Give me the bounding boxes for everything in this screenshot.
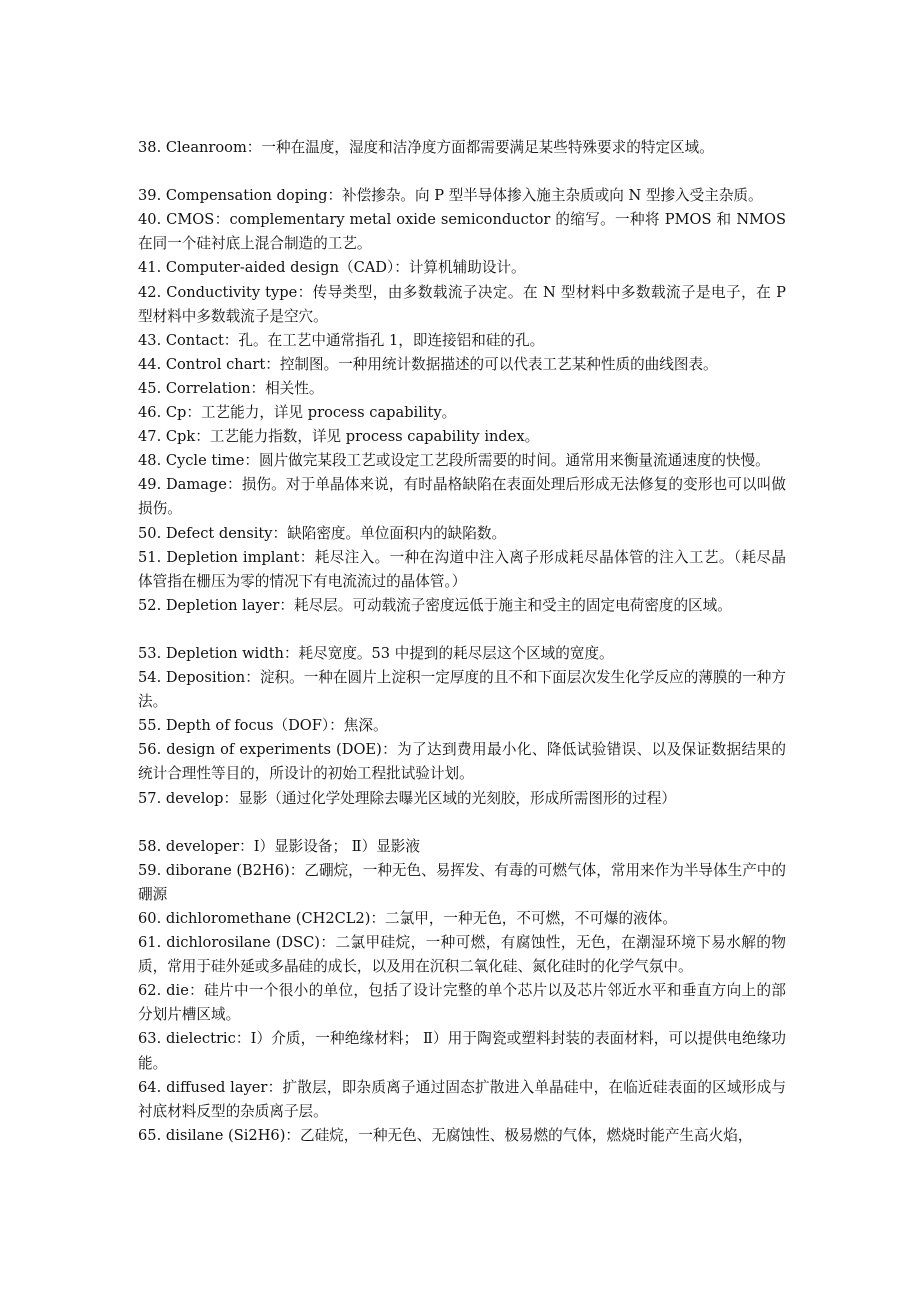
- glossary-entry-44: 44. Control chart：控制图。一种用统计数据描述的可以代表工艺某种性质的曲线图表。: [138, 355, 718, 373]
- glossary-entry-43: 43. Contact：孔。在工艺中通常指孔 1，即连接铝和硅的孔。: [138, 331, 545, 349]
- glossary-entry-62: 62. die：硅片中一个很小的单位，包括了设计完整的单个芯片以及芯片邻近水平和垂直方向上的部分划片槽区域。: [138, 982, 786, 1024]
- glossary-entry-38: 38. Cleanroom：一种在温度，湿度和洁净度方面都需要满足某些特殊要求的特定区域。: [138, 139, 714, 156]
- glossary-entry-41: 41. Computer-aided design（CAD）：计算机辅助设计。: [138, 259, 526, 277]
- glossary-entry-46: 46. Cp：工艺能力，详见 process capability。: [138, 404, 457, 422]
- glossary-entry-40: 40. CMOS：complementary metal oxide semiconductor 的缩写。一种将 PMOS 和 NMOS 在同一个硅衬底上混合制造的工艺。: [138, 211, 786, 253]
- glossary-entry-39: 39. Compensation doping：补偿掺杂。向 P 型半导体掺入施主杂质或向 N 型掺入受主杂质。: [138, 187, 763, 205]
- glossary-entry-51: 51. Depletion implant：耗尽注入。一种在沟道中注入离子形成耗尽晶体管的注入工艺。（耗尽晶体管指在栅压为零的情况下有电流流过的晶体管。）: [138, 548, 786, 590]
- glossary-entry-65: 65. disilane (Si2H6)：乙硅烷，一种无色、无腐蚀性、极易燃的气体，燃烧时能产生高火焰，: [138, 1126, 753, 1144]
- glossary-entry-58: 58. developer：Ⅰ）显影设备； Ⅱ）显影液: [138, 837, 420, 855]
- glossary-entry-64: 64. diffused layer：扩散层，即杂质离子通过固态扩散进入单晶硅中，在临近硅表面的区域形成与衬底材料反型的杂质离子层。: [138, 1078, 786, 1120]
- glossary-entry-60: 60. dichloromethane (CH2CL2)：二氯甲，一种无色，不可燃，不可爆的液体。: [138, 910, 677, 927]
- glossary-entry-54: 54. Deposition：淀积。一种在圆片上淀积一定厚度的且不和下面层次发生化学反应的薄膜的一种方法。: [138, 669, 786, 711]
- glossary-text: [138, 136, 786, 1148]
- glossary-entry-48: 48. Cycle time：圆片做完某段工艺或设定工艺段所需要的时间。通常用来衡量流通速度的快慢。: [138, 452, 770, 470]
- glossary-entry-59: 59. diborane (B2H6)：乙硼烷，一种无色、易挥发、有毒的可燃气体，常用来作为半导体生产中的硼源: [138, 861, 786, 903]
- glossary-entry-45: 45. Correlation：相关性。: [138, 379, 324, 397]
- glossary-entry-63: 63. dielectric：Ⅰ）介质，一种绝缘材料； Ⅱ）用于陶瓷或塑料封装的表面材料，可以提供电绝缘功能。: [138, 1030, 786, 1072]
- glossary-entry-57: 57. develop：显影（通过化学处理除去曝光区域的光刻胶，形成所需图形的过程）: [138, 789, 676, 807]
- glossary-entry-42: 42. Conductivity type：传导类型，由多数载流子决定。在 N 型材料中多数载流子是电子，在 P 型材料中多数载流子是空穴。: [138, 283, 786, 325]
- paragraph-gap: [138, 811, 786, 835]
- paragraph-gap: [138, 618, 786, 642]
- glossary-entry-53: 53. Depletion width：耗尽宽度。53 中提到的耗尽层这个区域的宽度。: [138, 644, 614, 662]
- glossary-entry-49: 49. Damage：损伤。对于单晶体来说，有时晶格缺陷在表面处理后形成无法修复的变形也可以叫做损伤。: [138, 476, 786, 518]
- glossary-entry-55: 55. Depth of focus（DOF）：焦深。: [138, 717, 388, 735]
- paragraph-gap: [138, 160, 786, 184]
- glossary-entry-61: 61. dichlorosilane (DSC)：二氯甲硅烷，一种可燃，有腐蚀性，无色，在潮湿环境下易水解的物质，常用于硅外延或多晶硅的成长，以及用在沉积二氧化硅、氮化硅时的化学气氛中。: [138, 934, 786, 976]
- glossary-entry-47: 47. Cpk：工艺能力指数，详见 process capability index。: [138, 428, 540, 446]
- glossary-entry-50: 50. Defect density：缺陷密度。单位面积内的缺陷数。: [138, 524, 507, 542]
- glossary-entry-52: 52. Depletion layer：耗尽层。可动载流子密度远低于施主和受主的固定电荷密度的区域。: [138, 596, 732, 614]
- glossary-entry-56: 56. design of experiments (DOE)：为了达到费用最小化、降低试验错误、以及保证数据结果的统计合理性等目的，所设计的初始工程批试验计划。: [138, 741, 786, 783]
